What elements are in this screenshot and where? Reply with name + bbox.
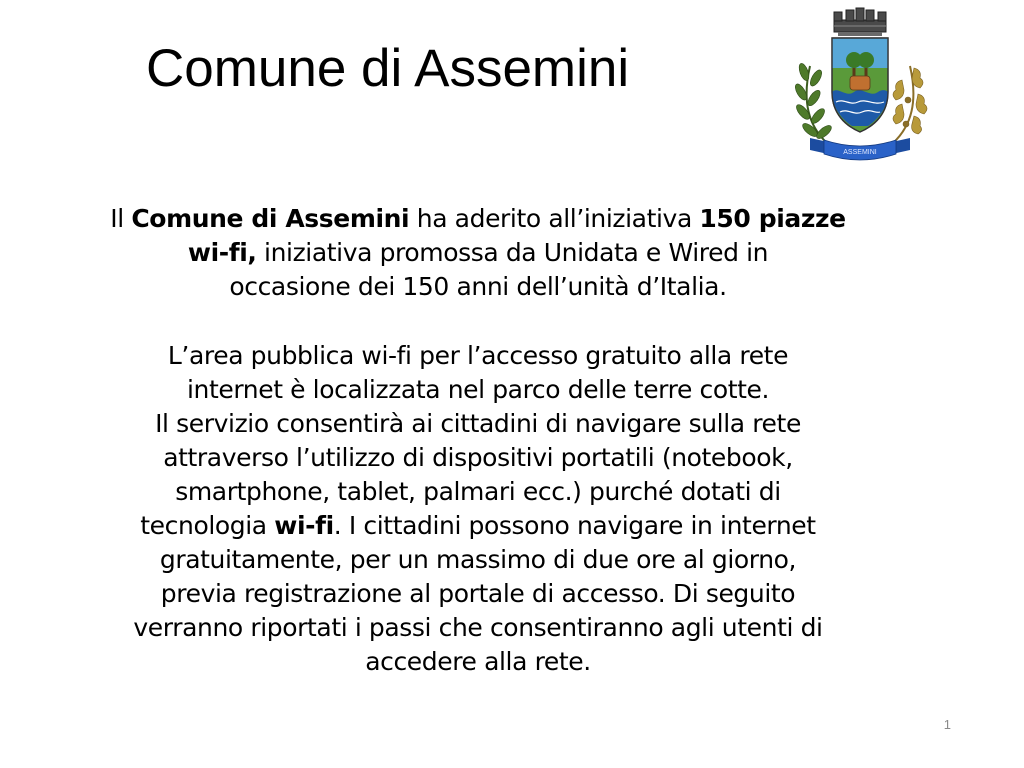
- text-line: L’area pubblica wi-fi per l’accesso gratuito alla rete: [167, 341, 789, 370]
- coat-of-arms-icon: [788, 6, 932, 164]
- text-run: . I cittadini possono navigare in internet: [333, 511, 816, 540]
- text-line: gratuitamente, per un massimo di due ore al giorno,: [159, 545, 797, 574]
- bold-text-run: wi-fi: [274, 511, 334, 540]
- bold-text-run: Comune di Assemini: [131, 204, 410, 233]
- text-line: verranno riportati i passi che consentiranno agli utenti di: [133, 613, 823, 642]
- text-run: Il: [110, 204, 132, 233]
- text-line: Il servizio consentirà ai cittadini di navigare sulla rete: [155, 409, 801, 438]
- oak-branch-icon: [892, 66, 927, 144]
- text-run: tecnologia: [140, 511, 275, 540]
- shield-icon: [832, 38, 888, 132]
- text-line: attraverso l’utilizzo di dispositivi portatili (notebook,: [163, 443, 793, 472]
- slide-title: Comune di Assemini: [146, 39, 630, 98]
- text-run: ha aderito all’iniziativa: [409, 204, 700, 233]
- text-line: occasione dei 150 anni dell’unità d’Italia.: [229, 272, 727, 301]
- ribbon-text: ASSEMINI: [843, 149, 877, 156]
- text-line: [60, 202, 896, 236]
- text-line: [60, 509, 896, 543]
- crown-icon: [834, 8, 886, 36]
- bold-text-run: wi-fi,: [187, 238, 257, 267]
- text-line: internet è localizzata nel parco delle terre cotte.: [186, 375, 770, 404]
- text-line: smartphone, tablet, palmari ecc.) purché dotati di: [175, 477, 781, 506]
- bold-text-run: 150 piazze: [699, 204, 846, 233]
- page-number: 1: [943, 717, 951, 732]
- text-run: iniziativa promossa da Unidata e Wired in: [256, 238, 769, 267]
- paragraph-details: [60, 339, 896, 679]
- text-line: [60, 236, 896, 270]
- paragraph-intro: [60, 202, 896, 304]
- text-line: accedere alla rete.: [365, 647, 591, 676]
- laurel-branch-icon: [793, 62, 833, 144]
- ribbon-icon: [810, 138, 910, 160]
- text-line: previa registrazione al portale di accesso. Di seguito: [160, 579, 796, 608]
